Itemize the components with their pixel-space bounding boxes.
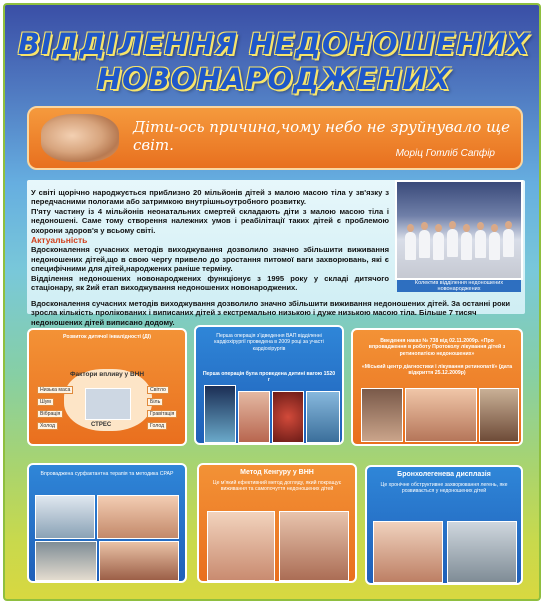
team-member	[419, 230, 430, 258]
bpd-panel	[365, 465, 523, 585]
intro-paragraph-5: Вдосконалення сучасних методів виходжування дозволило значно збільшити виживання недоношених дітей. За останні роки зросла кількість пролікованих і виписаних дітей з екстремально низькою і дуже низькою масою тіла. Більше 7 тисяч недоношених дітей виписано додому.	[31, 299, 511, 327]
team-member	[461, 232, 472, 260]
infant-photo	[97, 495, 179, 539]
quote-text: Діти-ось причина,чому небо не зруйнувало ще світ.	[133, 118, 510, 154]
factors-top-text: Розвиток дитячої інвалідності (ДІ)	[63, 334, 151, 340]
factor-item: Вібрація	[37, 410, 63, 418]
factors-panel	[27, 328, 187, 446]
mother-baby-photo	[207, 511, 275, 581]
team-member	[405, 232, 416, 260]
kangaroo-panel	[197, 463, 357, 583]
kangaroo-title: Метод Кенгуру у ВНН	[240, 469, 314, 476]
page-title-line2: НОВОНАРОДЖЕНИХ	[96, 62, 452, 96]
actuality-heading: Актуальність	[31, 235, 88, 246]
examination-photo	[405, 388, 477, 442]
factor-item: Холод	[37, 422, 58, 430]
doctor-photo	[479, 388, 519, 442]
baby-hand-photo	[41, 114, 119, 162]
kangaroo-text: Це м'який ефективний метод догляду, який покращує виживання та самопочуття недоношених дітей	[212, 480, 342, 493]
intro-section	[27, 180, 525, 327]
intro-paragraph-4: Відділення недоношених новонароджених функціонує з 1995 року у складі дитячого стаціонару, як 2ий етап виходжування недоношених новонароджених.	[31, 273, 389, 293]
retinopathy-photo	[361, 388, 403, 442]
quote-banner	[27, 106, 523, 170]
team-member	[475, 230, 486, 258]
intro-paragraph-2: П'яту частину із 4 мільйонів неонатальних смертей складають діти з малою масою тіла і недоношені. Саме тому створення належних умов і реабілітації таких дітей є проблемою охорони здоров'я у всьому світі.	[31, 206, 389, 235]
team-member	[433, 232, 444, 260]
cpap-text: Впроваджена сурфактантна терапія та методика CPAP	[40, 471, 174, 477]
infant-photo	[238, 391, 270, 443]
heart-diagram	[272, 391, 304, 443]
team-photo-caption: Колектив відділення недоношених новонароджених	[397, 280, 521, 292]
team-member	[447, 229, 458, 257]
info-stand	[3, 3, 541, 601]
factor-item: Біль	[147, 398, 163, 406]
incubator-photo	[85, 388, 131, 420]
stress-label: СТРЕС	[91, 422, 112, 428]
cpap-panel	[27, 463, 187, 583]
factor-item: Світло	[147, 386, 169, 394]
page-title-line1: ВІДДІЛЕННЯ НЕДОНОШЕНИХ	[17, 27, 531, 61]
surgery-text: Перша операція з’ідведення ВАП відділенні кардіохірургії проведена в 2009 році за участі кардіохірургів	[214, 333, 324, 352]
cpap-device-photo	[35, 495, 95, 539]
bpd-photo	[373, 521, 443, 583]
order-text: Введення наказ № 738 від 02.11.2009р. «Про впровадження в роботу Протоколу лікування дітей з ретинопатією недоношених»	[368, 338, 506, 357]
medical-photo	[306, 391, 340, 443]
surgery-panel	[194, 325, 344, 445]
kangaroo-care-photo	[279, 511, 349, 581]
order-sub: «Міський центр діагностики і лікування ретинопатії» (дата відкриття 25.12.2009р)	[361, 364, 513, 377]
factor-item: Голод	[147, 422, 167, 430]
bpd-title: Бронхолегенева дисплазія	[397, 471, 491, 478]
team-photo	[395, 180, 523, 280]
order-panel	[351, 328, 523, 446]
factor-item: Гравітація	[147, 410, 177, 418]
factor-item: Низька маса	[37, 386, 73, 394]
intro-text	[31, 188, 389, 292]
quote-author: Моріц Готліб Сапфір	[395, 148, 495, 159]
surgery-photo	[204, 385, 236, 443]
team-member	[503, 229, 514, 257]
factor-item: Шум	[37, 398, 54, 406]
team-member	[489, 232, 500, 260]
bpd-text: Це хронічне обструктивне захворювання легень, яке розвивається у недоношених дітей	[380, 482, 508, 495]
equipment-photo	[447, 521, 517, 583]
intro-paragraph-3: Вдосконалення сучасних методів виходжування дозволило значно збільшити виживання недоношених дітей,що в свою чергу привело до зростання питомої ваги захворювань, які є специфічними для дітей,народжених раніше терміну.	[31, 245, 389, 274]
factors-title: Фактори впливу у ВНН	[69, 371, 145, 378]
care-photo	[99, 541, 179, 581]
intro-paragraph-1: У світі щорічно народжується приблизно 20 мільйонів дітей з малою масою тіла у зв'язку з передчасними пологами або затримкою внутрішньоутробного розвитку.	[31, 188, 389, 207]
equipment-photo	[35, 541, 97, 581]
surgery-footer: Перша операція була проведена дитині вагою 1520 г	[202, 371, 336, 384]
